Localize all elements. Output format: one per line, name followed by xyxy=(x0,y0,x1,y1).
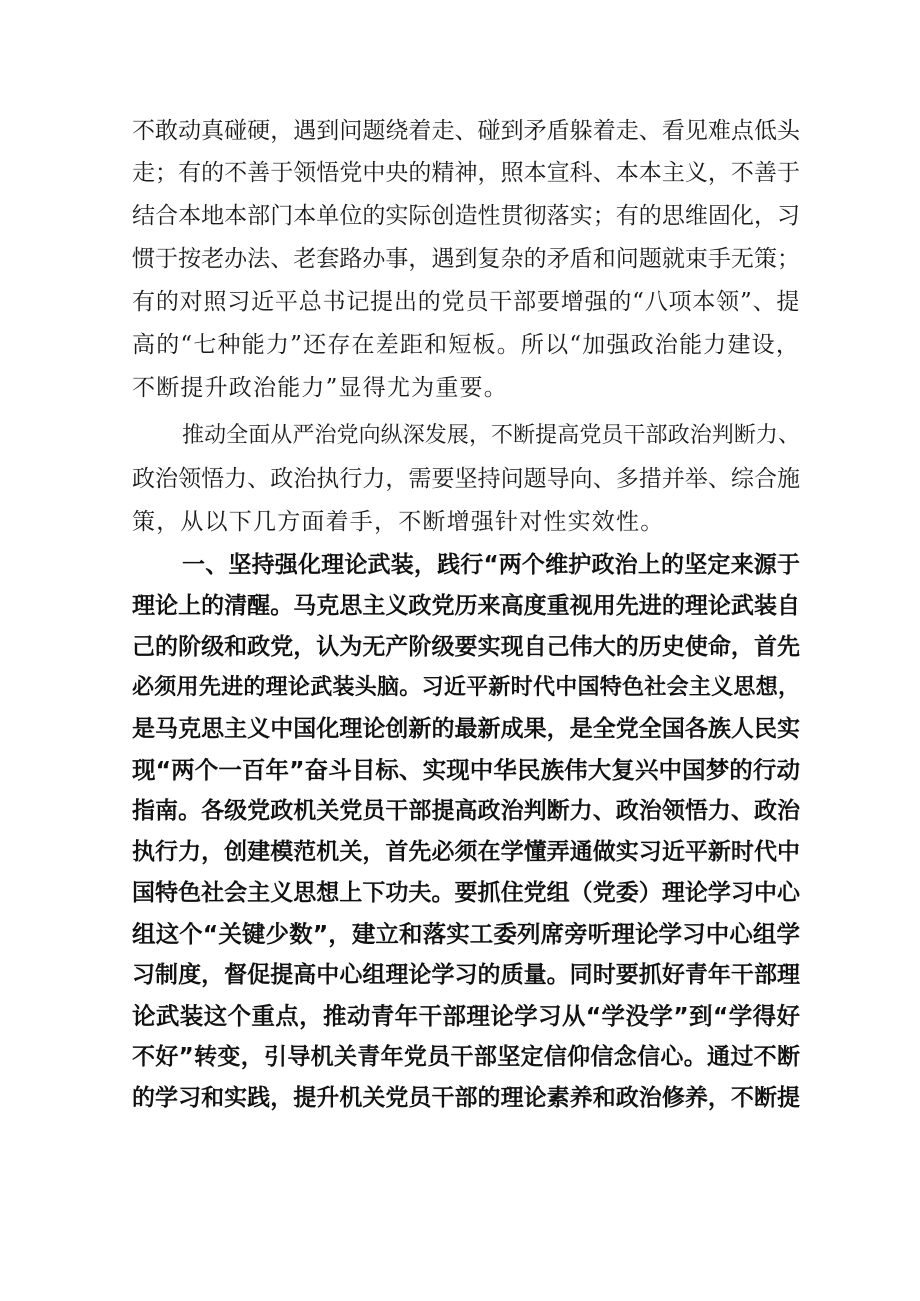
text-line: 走；有的不善于领悟党中央的精神，照本宣科、本本主义，不善于 xyxy=(132,160,800,186)
text-line: 不断提升政治能力”显得尤为重要。 xyxy=(132,375,508,401)
text-line: 不好”转变，引导机关青年党员干部坚定信仰信念信心。通过不断 xyxy=(132,1044,800,1070)
text-line: 策，从以下几方面着手，不断增强针对性实效性。 xyxy=(132,509,665,535)
text-line: 执行力，创建模范机关，首先必须在学懂弄通做实习近平新时代中 xyxy=(132,839,800,865)
text-line: 理论上的清醒。马克思主义政党历来高度重视用先进的理论武装自 xyxy=(132,593,800,619)
text-line: 高的“七种能力”还存在差距和短板。所以“加强政治能力建设， xyxy=(132,332,800,358)
text-line: 是马克思主义中国化理论创新的最新成果，是全党全国各族人民实 xyxy=(132,716,800,742)
text-line: 必须用先进的理论武装头脑。习近平新时代中国特色社会主义思想， xyxy=(132,675,800,700)
text-line: 指南。各级党政机关党员干部提高政治判断力、政治领悟力、政治 xyxy=(132,798,800,824)
text-line: 政治领悟力、政治执行力，需要坚持问题导向、多措并举、综合施 xyxy=(132,466,800,492)
text-line: 推动全面从严治党向纵深发展，不断提高党员干部政治判断力、 xyxy=(182,423,800,448)
text-line: 组这个“关键少数”，建立和落实工委列席旁听理论学习中心组学 xyxy=(132,920,800,948)
text-line: 不敢动真碰硬，遇到问题绕着走、碰到矛盾躲着走、看见难点低头 xyxy=(132,118,800,144)
text-line: 国特色社会主义思想上下功夫。要抓住党组（党委）理论学习中心 xyxy=(132,880,800,906)
text-line: 论武装这个重点，推动青年干部理论学习从“学没学”到“学得好 xyxy=(132,1002,800,1030)
text-line: 的学习和实践，提升机关党员干部的理论素养和政治修养，不断提 xyxy=(132,1085,800,1111)
text-line: 结合本地本部门本单位的实际创造性贯彻落实；有的思维固化，习 xyxy=(132,203,800,229)
section-heading-line: 一、坚持强化理论武装，践行“两个维护政治上的坚定来源于 xyxy=(182,552,800,578)
text-line: 己的阶级和政党，认为无产阶级要实现自己伟大的历史使命，首先 xyxy=(132,634,800,660)
text-line: 有的对照习近平总书记提出的党员干部要增强的“八项本领”、提 xyxy=(132,289,800,315)
text-line: 习制度，督促提高中心组理论学习的质量。同时要抓好青年干部理 xyxy=(132,962,800,988)
text-line: 惯于按老办法、老套路办事，遇到复杂的矛盾和问题就束手无策； xyxy=(132,246,800,272)
text-line: 现“两个一百年”奋斗目标、实现中华民族伟大复兴中国梦的行动 xyxy=(132,756,800,784)
